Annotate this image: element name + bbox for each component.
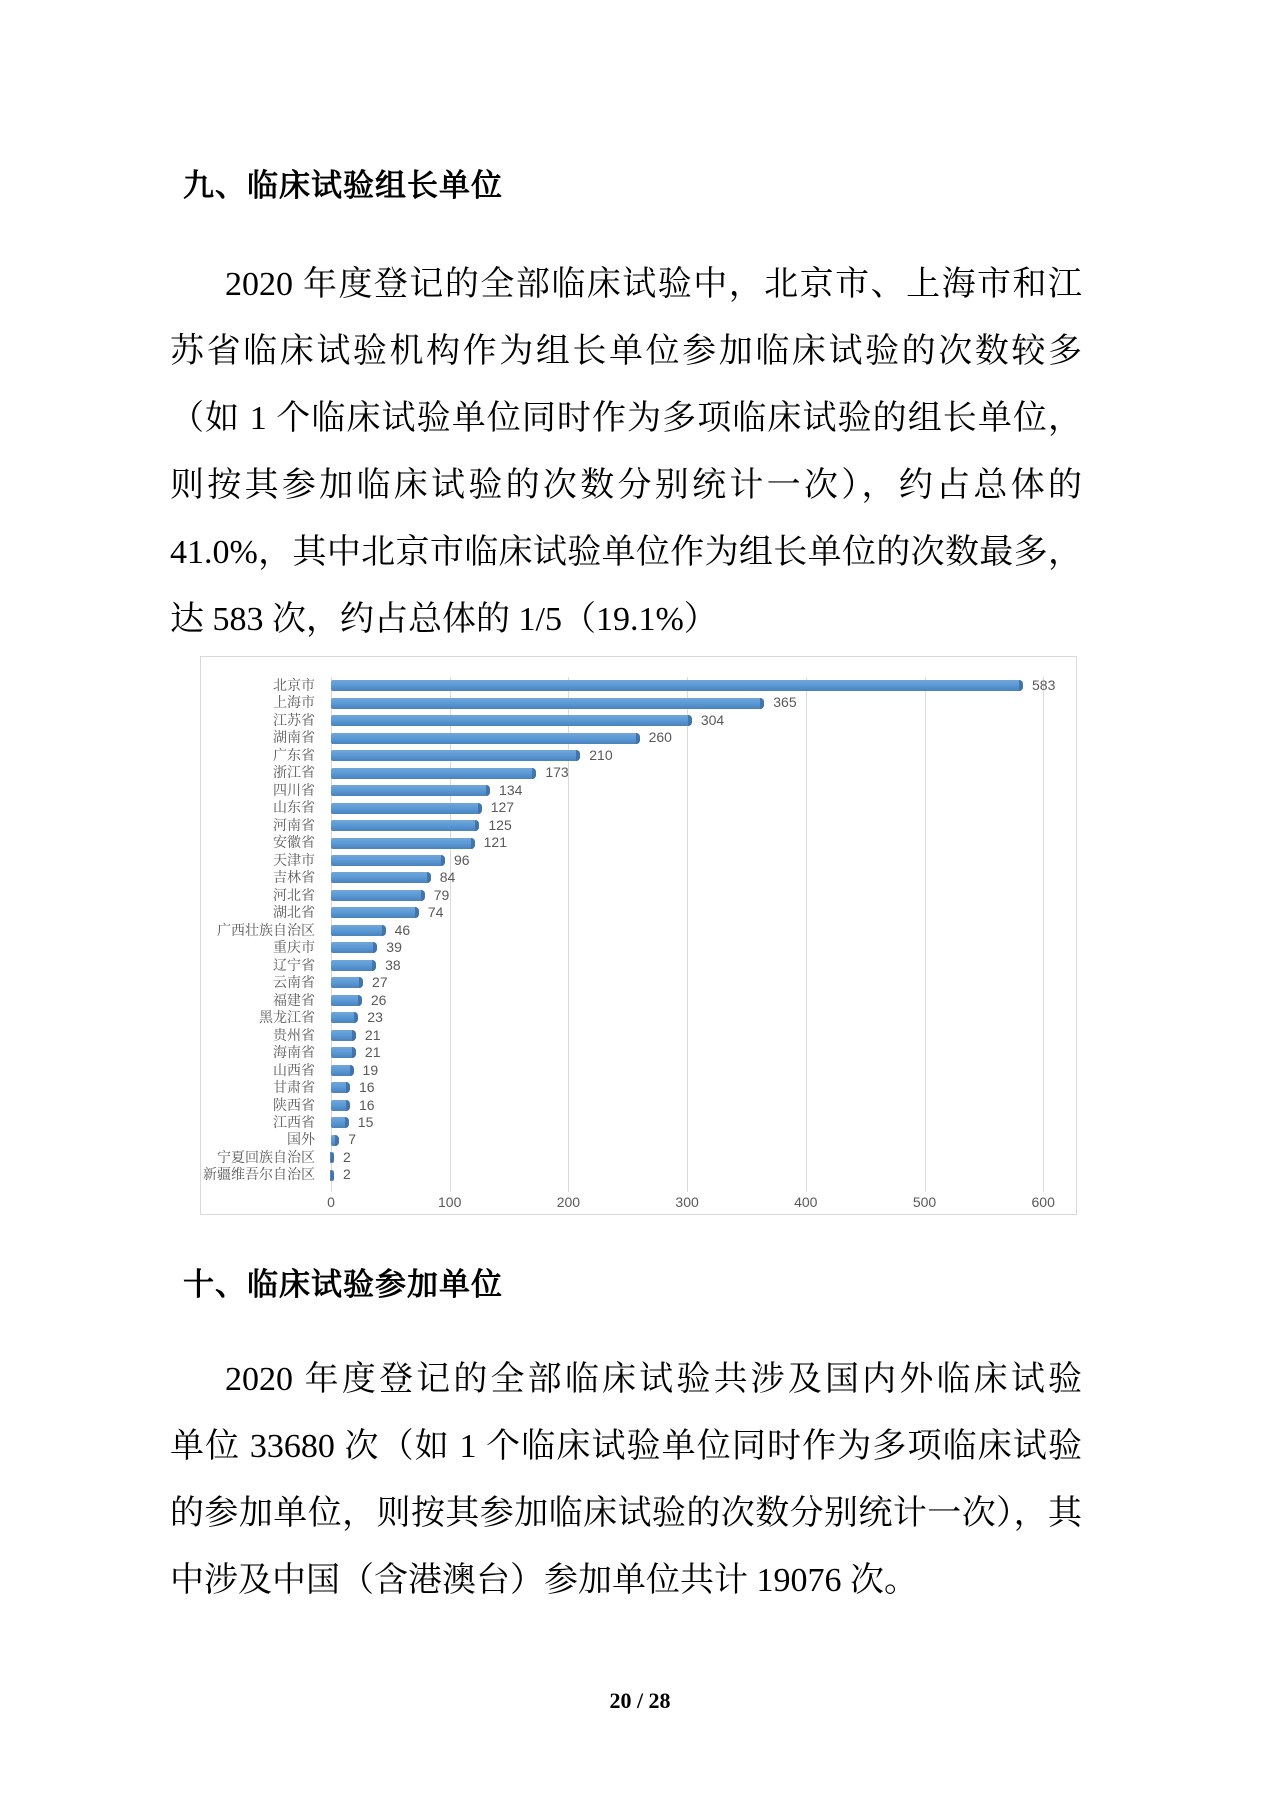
category-label: 吉林省 xyxy=(273,869,315,886)
category-label: 海南省 xyxy=(273,1044,315,1061)
bar xyxy=(331,803,482,814)
category-label: 河南省 xyxy=(273,816,315,833)
category-label: 辽宁省 xyxy=(273,956,315,973)
value-label: 210 xyxy=(589,746,613,763)
category-label: 宁夏回族自治区 xyxy=(217,1148,315,1165)
x-tick-label: 500 xyxy=(912,1194,937,1210)
section-nine-paragraph xyxy=(170,251,1082,653)
paragraph-line: 则按其参加临床试验的次数分别统计一次），约占总体的 xyxy=(170,467,1082,504)
category-label: 重庆市 xyxy=(273,939,315,956)
bar xyxy=(331,733,640,744)
value-label: 583 xyxy=(1032,677,1056,693)
paragraph-line: （如 1 个临床试验单位同时作为多项临床试验的组长单位， xyxy=(170,400,1082,437)
bar xyxy=(331,855,445,866)
axis-tick xyxy=(568,1184,569,1192)
gridline xyxy=(806,677,807,1184)
value-label: 260 xyxy=(648,729,672,746)
value-label: 2 xyxy=(343,1166,351,1183)
value-label: 127 xyxy=(490,799,515,816)
bar xyxy=(331,907,419,918)
gridline xyxy=(687,677,688,1184)
bar xyxy=(331,872,431,883)
category-label: 云南省 xyxy=(273,974,315,991)
bar xyxy=(331,1030,356,1041)
category-label: 江西省 xyxy=(273,1114,315,1130)
bar xyxy=(331,1012,358,1023)
x-tick-label: 0 xyxy=(327,1194,335,1210)
value-label: 21 xyxy=(364,1044,381,1061)
category-label: 山西省 xyxy=(273,1061,315,1078)
category-label: 陕西省 xyxy=(273,1096,315,1113)
bar xyxy=(331,925,386,936)
x-tick-label: 400 xyxy=(794,1194,818,1210)
bar xyxy=(331,715,692,726)
category-label: 贵州省 xyxy=(273,1026,315,1043)
category-label: 天津市 xyxy=(273,851,315,868)
value-label: 19 xyxy=(362,1061,379,1078)
bar xyxy=(331,1047,356,1058)
value-label: 16 xyxy=(358,1079,375,1096)
axis-tick xyxy=(450,1184,451,1192)
category-label: 北京市 xyxy=(273,677,315,693)
paragraph-line: 达 583 次，约占总体的 1/5（19.1%） xyxy=(170,601,718,638)
value-label: 16 xyxy=(358,1096,375,1113)
bar xyxy=(331,1082,350,1093)
category-label: 上海市 xyxy=(273,694,315,711)
category-label: 国外 xyxy=(287,1131,315,1148)
category-label: 甘肃省 xyxy=(273,1079,315,1096)
category-label: 广东省 xyxy=(273,746,315,763)
paragraph-line: 单位 33680 次（如 1 个临床试验单位同时作为多项临床试验 xyxy=(170,1428,1082,1465)
value-label: 7 xyxy=(348,1131,357,1148)
section-nine-heading: 九、临床试验组长单位 xyxy=(183,168,503,203)
bar xyxy=(331,1152,334,1163)
category-label: 黑龙江省 xyxy=(259,1009,315,1026)
bar xyxy=(331,995,362,1006)
bar xyxy=(331,750,580,761)
x-tick-label: 100 xyxy=(438,1194,462,1210)
bar xyxy=(331,680,1023,691)
gridline xyxy=(1043,677,1044,1184)
bar xyxy=(331,1065,354,1076)
value-label: 74 xyxy=(427,904,444,921)
category-label: 新疆维吾尔自治区 xyxy=(203,1166,315,1183)
paragraph-line: 中涉及中国（含港澳台）参加单位共计 19076 次。 xyxy=(170,1562,918,1599)
value-label: 84 xyxy=(439,869,456,886)
x-tick-label: 600 xyxy=(1031,1194,1055,1210)
value-label: 46 xyxy=(394,921,411,938)
value-label: 365 xyxy=(773,694,797,711)
category-label: 江苏省 xyxy=(273,711,315,728)
value-label: 27 xyxy=(372,974,388,991)
lead-units-bar-chart xyxy=(200,656,1077,1215)
paragraph-line: 的参加单位，则按其参加临床试验的次数分别统计一次），其 xyxy=(170,1495,1082,1532)
bar xyxy=(331,977,363,988)
value-label: 134 xyxy=(499,781,523,798)
value-label: 38 xyxy=(385,956,401,973)
value-label: 2 xyxy=(343,1148,351,1165)
bar xyxy=(331,890,425,901)
axis-tick xyxy=(1043,1184,1044,1192)
x-tick-label: 200 xyxy=(556,1194,581,1210)
bar xyxy=(331,960,376,971)
value-label: 23 xyxy=(367,1009,383,1026)
bar xyxy=(331,942,377,953)
bar xyxy=(331,698,764,709)
value-label: 79 xyxy=(433,886,450,903)
axis-tick xyxy=(687,1184,688,1192)
value-label: 125 xyxy=(488,816,512,833)
gridline xyxy=(925,677,926,1184)
x-tick-label: 300 xyxy=(675,1194,699,1210)
section-ten-heading: 十、临床试验参加单位 xyxy=(183,1267,503,1302)
value-label: 173 xyxy=(545,764,569,781)
category-label: 广西壮族自治区 xyxy=(217,921,315,938)
paragraph-line: 41.0%，其中北京市临床试验单位作为组长单位的次数最多， xyxy=(170,534,1082,571)
paragraph-line: 2020 年度登记的全部临床试验共涉及国内外临床试验 xyxy=(225,1361,1082,1398)
section-ten-paragraph xyxy=(170,1346,1082,1614)
value-label: 304 xyxy=(700,711,725,728)
paragraph-line: 2020 年度登记的全部临床试验中，北京市、上海市和江 xyxy=(225,266,1082,303)
value-label: 96 xyxy=(453,851,470,868)
category-label: 福建省 xyxy=(273,991,315,1008)
paragraph-line: 苏省临床试验机构作为组长单位参加临床试验的次数较多 xyxy=(170,333,1082,370)
axis-tick xyxy=(925,1184,926,1192)
bar xyxy=(331,820,479,831)
page-number: 20 / 28 xyxy=(609,1688,671,1713)
value-label: 39 xyxy=(386,939,402,956)
value-label: 26 xyxy=(370,991,387,1008)
bar xyxy=(331,768,536,779)
category-label: 浙江省 xyxy=(273,764,315,781)
category-label: 安徽省 xyxy=(273,834,315,851)
bar xyxy=(331,1117,349,1128)
category-label: 湖南省 xyxy=(273,729,315,746)
axis-tick xyxy=(806,1184,807,1192)
bar xyxy=(331,838,475,849)
category-label: 山东省 xyxy=(273,799,315,816)
value-label: 121 xyxy=(483,834,507,851)
bar xyxy=(331,1135,339,1146)
category-label: 河北省 xyxy=(273,886,315,903)
bar xyxy=(331,785,490,796)
bar xyxy=(331,1100,350,1111)
category-label: 四川省 xyxy=(273,781,315,798)
value-label: 15 xyxy=(357,1114,374,1130)
value-label: 21 xyxy=(364,1026,381,1043)
bar xyxy=(331,1170,334,1181)
axis-tick xyxy=(331,1184,332,1192)
category-label: 湖北省 xyxy=(273,904,315,921)
